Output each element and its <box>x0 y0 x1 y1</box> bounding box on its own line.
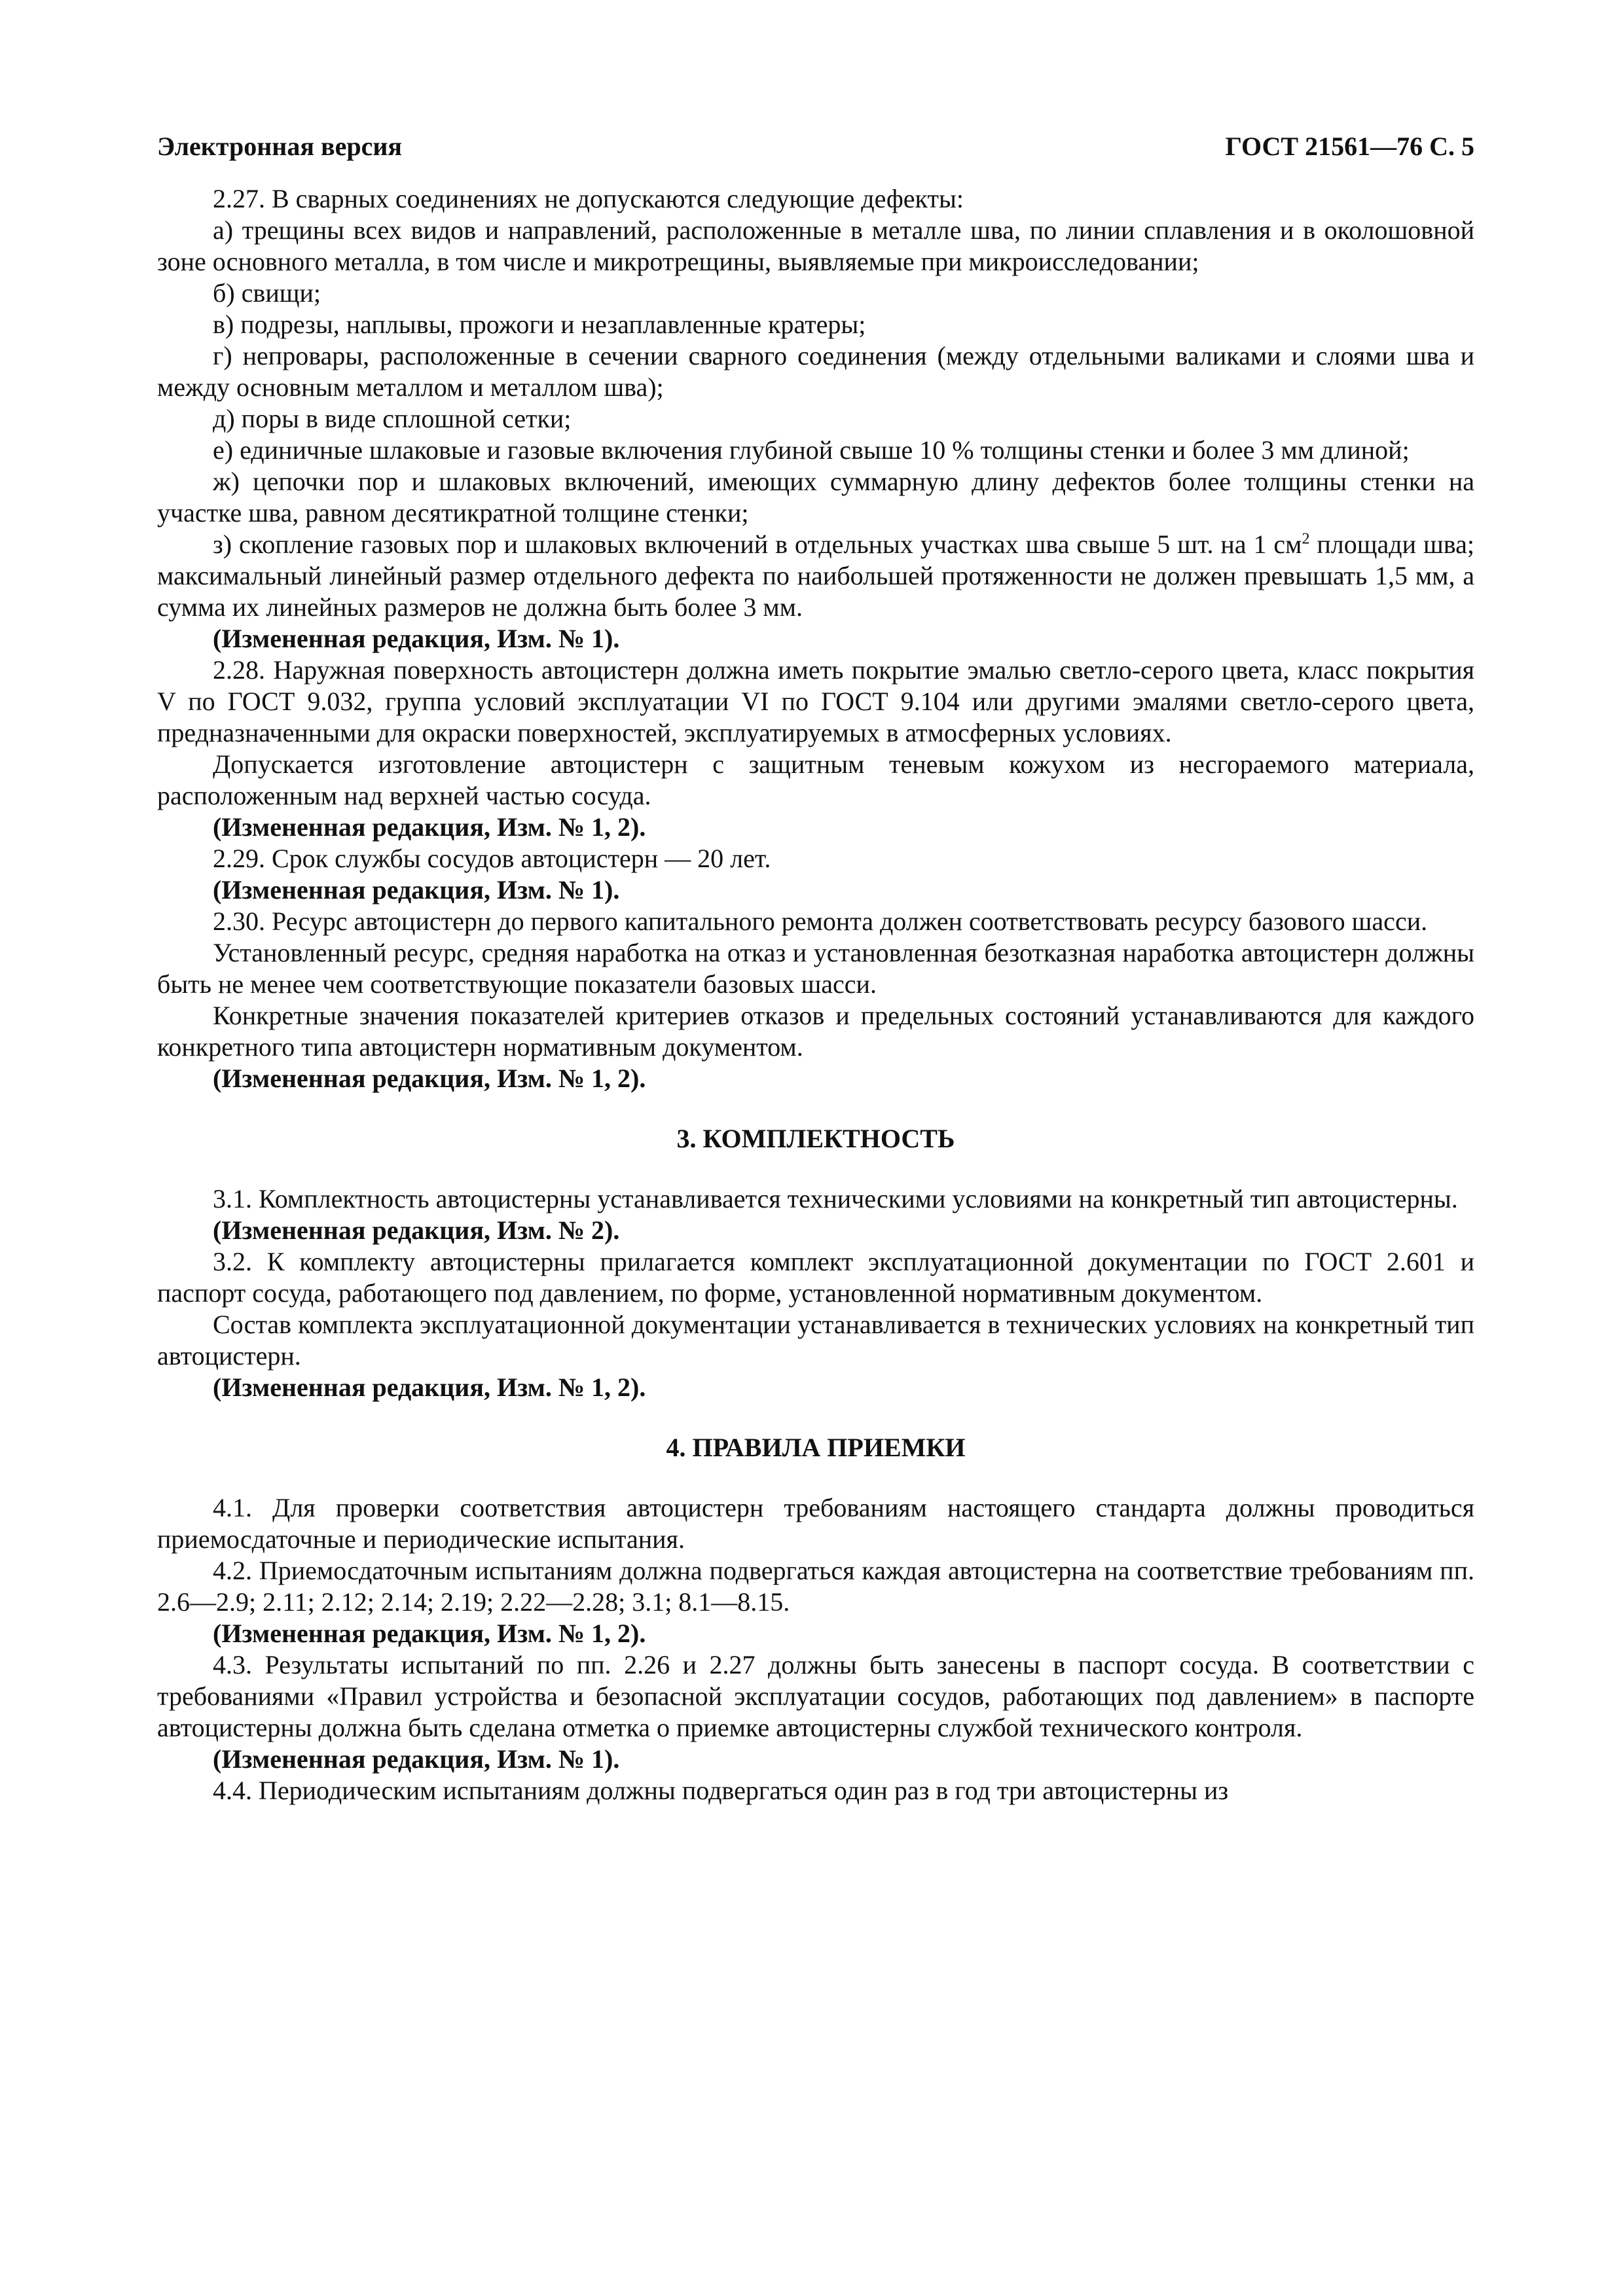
header-standard-number: ГОСТ 21561—76 С. 5 <box>1225 132 1474 161</box>
defect-item-e: е) единичные шлаковые и газовые включения глубиной свыше 10 % толщины стенки и более 3 мм длиной; <box>213 435 1410 465</box>
paragraph-2-28-2: Допускается изготовление автоцистерн с защитным теневым кожухом из несгораемого материала, расположенным над верхней частью сосуда. <box>157 749 1474 810</box>
paragraph-4-4: 4.4. Периодическим испытаниям должны подвергаться один раз в год три автоцистерны из <box>213 1776 1229 1805</box>
defect-item-z-end: площади шва; максимальный линейный размер отдельного дефекта по наибольшей протяженности не должен превышать 1,5 мм, а сумма их линейных размеров не должна быть более 3 мм. <box>157 529 1474 622</box>
defect-item-zh: ж) цепочки пор и шлаковых включений, имеющих суммарную длину дефектов более толщины стенки на участке шва, равном десятикратной толщине стенки; <box>157 467 1474 528</box>
defect-item-g: г) непровары, расположенные в сечении сварного соединения (между отдельными валиками и слоями шва и между основным металлом и металлом шва); <box>157 341 1474 402</box>
paragraph-3-1: 3.1. Комплектность автоцистерны устанавливается техническими условиями на конкретный тип автоцистерны. <box>213 1184 1458 1213</box>
change-note: (Измененная редакция, Изм. № 1, 2). <box>213 1064 646 1093</box>
defect-item-d: д) поры в виде сплошной сетки; <box>213 404 572 433</box>
paragraph-2-30: 2.30. Ресурс автоцистерн до первого капитального ремонта должен соответствовать ресурсу базового шасси. <box>213 906 1428 936</box>
document-body <box>157 183 1474 1806</box>
paragraph-2-28: 2.28. Наружная поверхность автоцистерн должна иметь покрытие эмалью светло-серого цвета, класс покрытия V по ГОСТ 9.032, группа условий эксплуатации VI по ГОСТ 9.104 или другими эмалями светло-серого цвета, предназначенными для окраски поверхностей, эксплуатируемых в атмосферных условиях. <box>157 655 1474 747</box>
change-note: (Измененная редакция, Изм. № 1, 2). <box>213 812 646 842</box>
change-note: (Измененная редакция, Изм. № 1). <box>213 624 620 653</box>
section-3-heading: 3. КОМПЛЕКТНОСТЬ <box>676 1124 955 1153</box>
change-note: (Измененная редакция, Изм. № 1). <box>213 1744 620 1774</box>
paragraph-2-30-3: Конкретные значения показателей критериев отказов и предельных состояний устанавливаются для каждого конкретного типа автоцистерн нормативным документом. <box>157 1001 1474 1062</box>
change-note: (Измененная редакция, Изм. № 1, 2). <box>213 1619 646 1648</box>
section-4-heading: 4. ПРАВИЛА ПРИЕМКИ <box>666 1433 966 1462</box>
paragraph-4-3: 4.3. Результаты испытаний по пп. 2.26 и 2.27 должны быть занесены в паспорт сосуда. В соответствии с требованиями «Правил устройства и безопасной эксплуатации сосудов, работающих под давлением» в паспорте автоцистерны должна быть сделана отметка о приемке автоцистерны службой технического контроля. <box>157 1650 1474 1742</box>
paragraph-2-29: 2.29. Срок службы сосудов автоцистерн — 20 лет. <box>213 844 771 873</box>
defect-item-z-start: з) скопление газовых пор и шлаковых включений в отдельных участках шва свыше 5 шт. на 1 см <box>213 529 1302 559</box>
document-page <box>157 131 1474 1806</box>
header-edition-label: Электронная версия <box>157 132 403 161</box>
paragraph-2-30-2: Установленный ресурс, средняя наработка на отказ и установленная безотказная наработка автоцистерн должны быть не менее чем соответствующие показатели базовых шасси. <box>157 938 1474 999</box>
change-note: (Измененная редакция, Изм. № 2). <box>213 1215 620 1245</box>
paragraph-2-27: 2.27. В сварных соединениях не допускаются следующие дефекты: <box>213 184 964 213</box>
change-note: (Измененная редакция, Изм. № 1). <box>213 875 620 905</box>
defect-item-a: а) трещины всех видов и направлений, расположенные в металле шва, по линии сплавления и в околошовной зоне основного металла, в том числе и микротрещины, выявляемые при микроисследовании; <box>157 215 1474 276</box>
defect-item-b: б) свищи; <box>213 278 321 308</box>
defect-item-v: в) подрезы, наплывы, прожоги и незаплавленные кратеры; <box>213 310 866 339</box>
paragraph-3-2-2: Состав комплекта эксплуатационной документации устанавливается в технических условиях на конкретный тип автоцистерн. <box>157 1310 1474 1371</box>
change-note: (Измененная редакция, Изм. № 1, 2). <box>213 1372 646 1402</box>
paragraph-4-2: 4.2. Приемосдаточным испытаниям должна подвергаться каждая автоцистерна на соответствие требованиям пп. 2.6—2.9; 2.11; 2.12; 2.14; 2.19; 2.22—2.28; 3.1; 8.1—8.15. <box>157 1556 1474 1617</box>
paragraph-4-1: 4.1. Для проверки соответствия автоцистерн требованиям настоящего стандарта должны проводиться приемосдаточные и периодические испытания. <box>157 1493 1474 1554</box>
paragraph-3-2: 3.2. К комплекту автоцистерны прилагается комплект эксплуатационной документации по ГОСТ 2.601 и паспорт сосуда, работающего под давлением, по форме, установленной нормативным документом. <box>157 1247 1474 1308</box>
superscript-2: 2 <box>1302 530 1310 548</box>
defect-item-z <box>157 529 1474 623</box>
page-header <box>157 131 1474 183</box>
